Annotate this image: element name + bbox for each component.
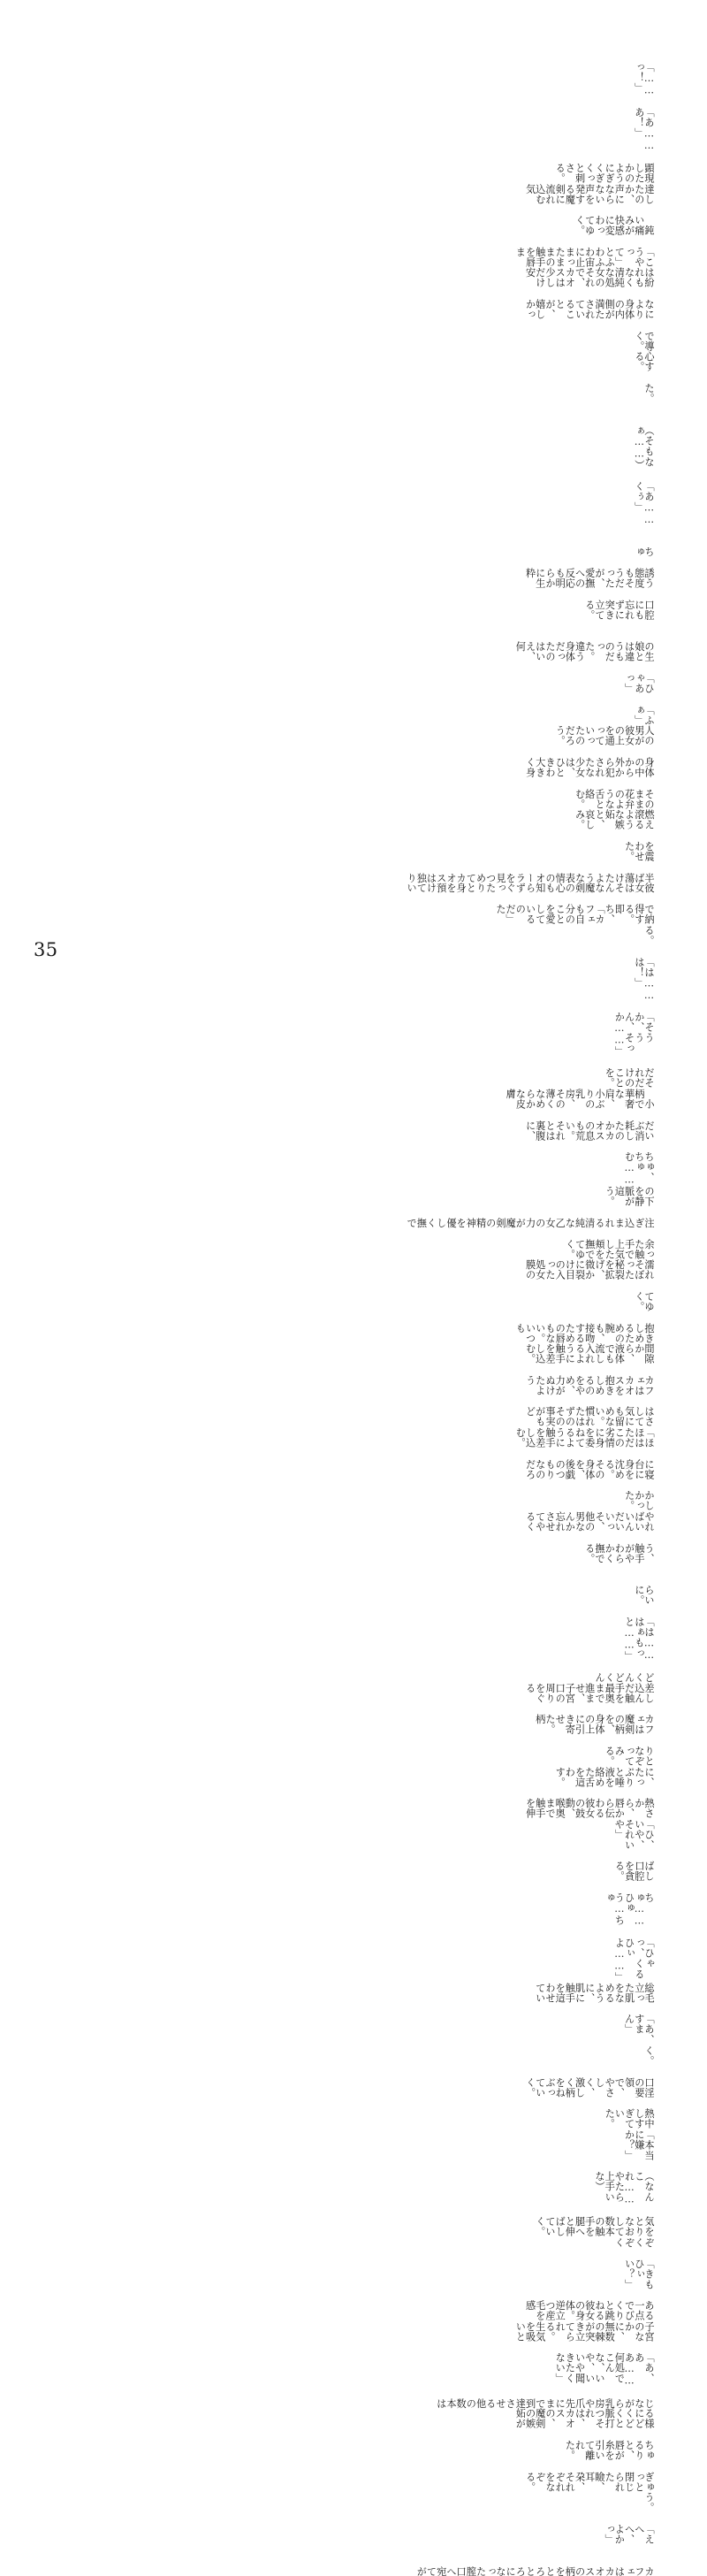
text-column: 「ひ、いや、それいや」 bbox=[613, 1818, 655, 1851]
page-number: 35 bbox=[34, 939, 58, 960]
text-column: カフェはカオスの柄をとろとろになった膣口へ宛てが bbox=[415, 2565, 655, 2576]
text-column: 「……っ！」 bbox=[633, 62, 655, 97]
text-column: る。 bbox=[643, 924, 655, 946]
text-column: ちゅ、ちゅむ…… bbox=[623, 1151, 655, 1187]
text-column: そのまま花弁のような舌と絡む。 bbox=[574, 788, 655, 810]
text-column: 間隙から、液体でも流し入れるように触手を差し込む。 bbox=[524, 1343, 655, 1364]
text-column: 「きもひぃい？」 bbox=[623, 2258, 655, 2290]
text-column: 口淫の要領で、やさしく、激しく柄をねぶっていく。 bbox=[524, 2076, 655, 2098]
text-column: 半ば蕩けたような表情のオーラを見つめてカオスは独り bbox=[406, 872, 655, 883]
text-column: 「ほほはただこの劣情に身を委ねてるように触手を差し込む。 bbox=[514, 1427, 655, 1449]
text-column: てゆく。 bbox=[633, 1290, 655, 1312]
text-column: カフェはカオスを抱きしめるのをやめ、力がぬけたよう bbox=[524, 1374, 655, 1396]
text-column: に寝台に身を沈める。その身体を、後戯のつもりなのだろ bbox=[524, 1458, 655, 1480]
text-column: 心する。 bbox=[633, 351, 655, 372]
text-column: を震わせた。 bbox=[623, 840, 655, 862]
text-column: 「そうか、うん、そっか……」 bbox=[613, 1012, 655, 1058]
text-column: （なんこれ……やたら上手いな） bbox=[593, 2171, 655, 2206]
text-column: ぎゅっと閉じられた瞼、耳朶、それぞれをなぞる。 bbox=[524, 2471, 655, 2493]
text-column: 鈍い痛みが快感に変わってゆく。 bbox=[574, 215, 655, 236]
text-column: 誘う態度もそうだったが、愛撫への反応も明らかに生粋 bbox=[524, 568, 655, 589]
text-column: だいぶ消耗したのかカオスの息も荒い。それとは裏腹に、 bbox=[524, 1120, 655, 1142]
text-column: 彼女はそんな魔剣の心も知らずぐったりと身を預けてい bbox=[406, 883, 655, 894]
text-column: 「あ、すまん」 bbox=[623, 2014, 655, 2045]
text-column: 「あ、ああ……何処でこんな、いや、いいや聞きたくない」 bbox=[554, 2352, 655, 2388]
text-column: ある一点でびくりと跳ねる彼女の身体。逆立つ産毛を感 bbox=[524, 2300, 655, 2321]
text-column: 達したのか、声にならない声を発する魔剣に流れ込む気 bbox=[524, 183, 655, 205]
text-column: 「は……は！」 bbox=[633, 956, 655, 1002]
text-column: 熱さから、唇から伝わる彼女の鼓動、喉奥まで触手を伸 bbox=[524, 1798, 655, 1819]
text-column: 「えへへ、よかっ」 bbox=[604, 2523, 655, 2545]
text-column: 熱中しすぎていた。 bbox=[604, 2108, 655, 2129]
text-column: ちゅ bbox=[633, 547, 655, 558]
text-column: た。 bbox=[643, 382, 655, 404]
text-column: 「あ……あ！」 bbox=[633, 107, 655, 152]
text-column: ばし口腔を貪る。 bbox=[613, 1861, 655, 1882]
text-column: 総毛立った肌をなめるように、肌に触手を這わせてい bbox=[534, 1982, 655, 2004]
text-column: は紛れもなく清純な処女のそれで、カオスは少しだけ安 bbox=[524, 267, 655, 289]
text-column: 顕現したかのようにぎくぎくっと刺さる。 bbox=[554, 162, 655, 184]
text-column: 抱きしめるための腕も、接吻するための唇もない。いつも bbox=[514, 1322, 655, 1344]
text-column: やればいいんだいいっそ、他の男なんか忘れさせてやるく bbox=[524, 1511, 655, 1533]
text-column: 気をとりなおして数本の触手を腿へと伸ばしていく。 bbox=[534, 2216, 655, 2237]
text-column: 余った触手で上気した頬を撫でてゆく。 bbox=[564, 1238, 655, 1260]
text-column: 「は……はぁもっと……」 bbox=[623, 1616, 655, 1662]
text-column: 人の男が彼女の上を通っていったのだろう。 bbox=[554, 725, 655, 747]
text-column: 「ひゃっ、くるひぃよ……」 bbox=[613, 1937, 655, 1983]
text-column: はさして気にも留めない。慣れたはずのその事実がもど bbox=[524, 1406, 655, 1428]
text-column: の下を静脈が這う。 bbox=[604, 1186, 655, 1207]
text-column: ぞくぞく bbox=[613, 2236, 655, 2248]
text-column: ちゅ……ひゅう…ちゅ bbox=[604, 1892, 655, 1927]
text-column: かしかった。 bbox=[623, 1490, 655, 1512]
text-column: 濡れそぼった秘裂を拡げ、微かに裂け目の入った処女膜の bbox=[524, 1259, 655, 1280]
text-column: らいに。 bbox=[633, 1585, 655, 1606]
vertical-text-body bbox=[406, 62, 655, 2576]
text-column: （そもなぁ……） bbox=[633, 424, 655, 470]
text-column: だそれだけのことを。 bbox=[604, 1067, 655, 1089]
text-column: 「こうやって」とふわふわ宙に止まったままの触手を唇ま bbox=[514, 246, 655, 268]
text-column: 身体の中から外から犯されたな少女は、ひときわ大きく身 bbox=[524, 757, 655, 778]
text-column: 燃え滾るような嫉妬と、哀しみ。 bbox=[574, 809, 655, 830]
text-column: ちゅるりと、唇が糸を引いて離れた。 bbox=[564, 2439, 655, 2461]
text-column: の生娘とは違うものだった。違う身体だったのはいえ、何 bbox=[514, 641, 655, 663]
text-column: 注ぎ込まれる清純な乙女の力が魔剣の精神を優しく撫で bbox=[406, 1217, 655, 1228]
text-column: 「本当に嫌か？」 bbox=[623, 2129, 655, 2161]
text-column: 小柄で華奢な肩、小ぶりの乳房、その薄くなめらかな皮膚 bbox=[505, 1088, 655, 1110]
text-column: く。 bbox=[643, 2045, 655, 2067]
text-column: で導く。 bbox=[633, 330, 655, 352]
text-column: う。 bbox=[643, 2492, 655, 2513]
text-column: 「ふぁ」 bbox=[633, 704, 655, 726]
text-column: りとなぞってみる。 bbox=[604, 1745, 655, 1767]
text-column: 子宮のなかに、無数の棘が突き立てられる。生気を吸いと bbox=[514, 2320, 655, 2343]
text-column: る様にどくどくと脈打つそれは、カオスの、魔剣の嫉妬が bbox=[514, 2408, 655, 2429]
text-column: 差し込んだ触手を最奥まで進ませ、子宮口の周りをぐる bbox=[524, 1682, 655, 1704]
text-column: じながら乳房や爪先にまで到達させる他の数本は bbox=[435, 2397, 655, 2409]
text-column: なにより身体の内側が満たされていることが、嬉しかっ bbox=[524, 299, 655, 320]
text-column: に、たっぷりと唾液を絡めた舌を這わす。 bbox=[554, 1766, 655, 1788]
text-column: う、触手がやわらかく撫でる。 bbox=[583, 1542, 655, 1564]
text-column: で納得する。即ち、「カフェも自分のことを愛しているのだ」た bbox=[494, 904, 655, 925]
text-column: 「ひゃあっ」 bbox=[623, 673, 655, 694]
text-column: 「あ……くぅ」 bbox=[633, 480, 655, 526]
text-column: カフェは魔剣の柄を、身体の上に引き寄せた。柄 bbox=[534, 1714, 655, 1735]
text-column: 口腔にも忘れずに突き立てる。 bbox=[583, 599, 655, 621]
text-column: どくんどくん bbox=[593, 1671, 655, 1683]
